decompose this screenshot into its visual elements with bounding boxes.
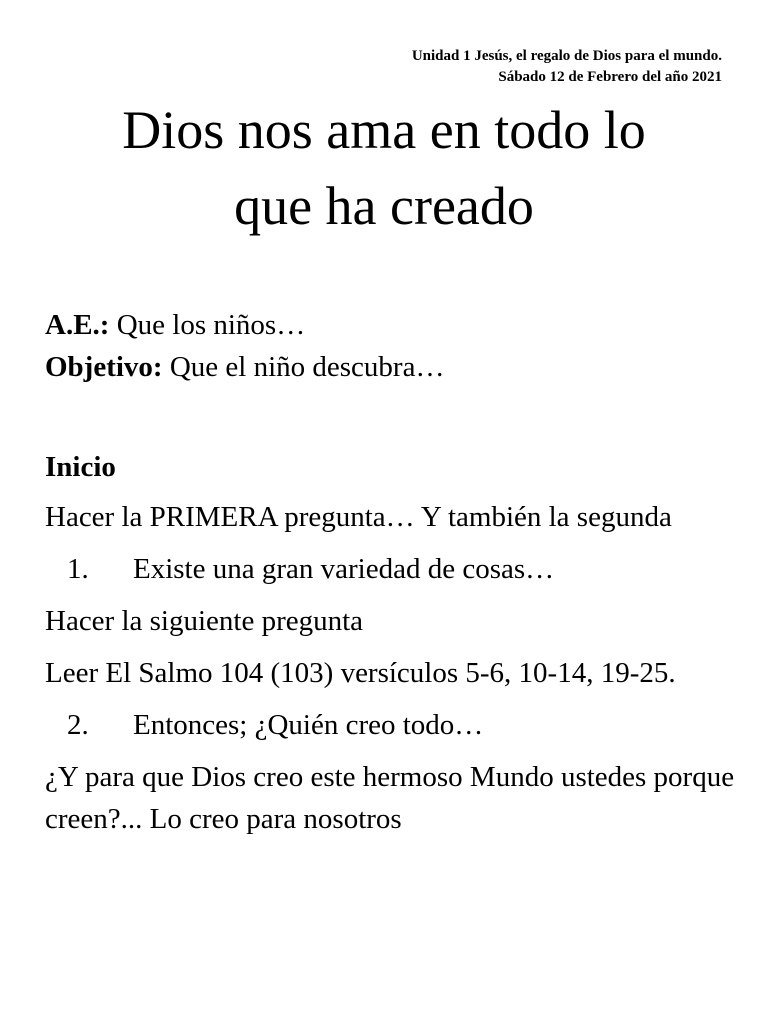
unit-line: Unidad 1 Jesús, el regalo de Dios para el mundo.	[411, 48, 722, 64]
section-heading-inicio: Inicio	[45, 451, 116, 483]
objetivo-text: Que el niño descubra…	[162, 351, 445, 383]
paragraph-psalm-reading: Leer El Salmo 104 (103) versículos 5-6, 10-14, 19-25.	[45, 657, 676, 689]
header-meta	[412, 46, 722, 88]
paragraph-next-question: Hacer la siguiente pregunta	[45, 605, 364, 637]
document-body	[45, 304, 735, 840]
paragraph-first-question: Hacer la PRIMERA pregunta… Y también la segunda	[45, 501, 672, 533]
title-line-2: que ha creado	[234, 176, 534, 236]
ae-line	[45, 304, 735, 346]
ae-text: Que los niños…	[109, 309, 306, 341]
ae-label: A.E.:	[45, 309, 110, 341]
paragraph-closing-question: ¿Y para que Dios creo este hermoso Mundo ustedes porque creen?... Lo creo para nosotros	[45, 761, 735, 835]
list-item-number: 1.	[67, 553, 89, 585]
list-item-2	[45, 704, 735, 746]
list-item-number: 2.	[67, 709, 89, 741]
objetivo-line	[45, 346, 735, 388]
list-item-1	[45, 548, 735, 590]
date-line: Sábado 12 de Febrero del año 2021	[498, 69, 722, 85]
list-item-text: Entonces; ¿Quién creo todo…	[133, 709, 484, 741]
title-line-1: Dios nos ama en todo lo	[122, 100, 646, 160]
list-item-text: Existe una gran variedad de cosas…	[133, 553, 555, 585]
objetivo-label: Objetivo:	[45, 351, 163, 383]
page-title	[0, 92, 768, 244]
